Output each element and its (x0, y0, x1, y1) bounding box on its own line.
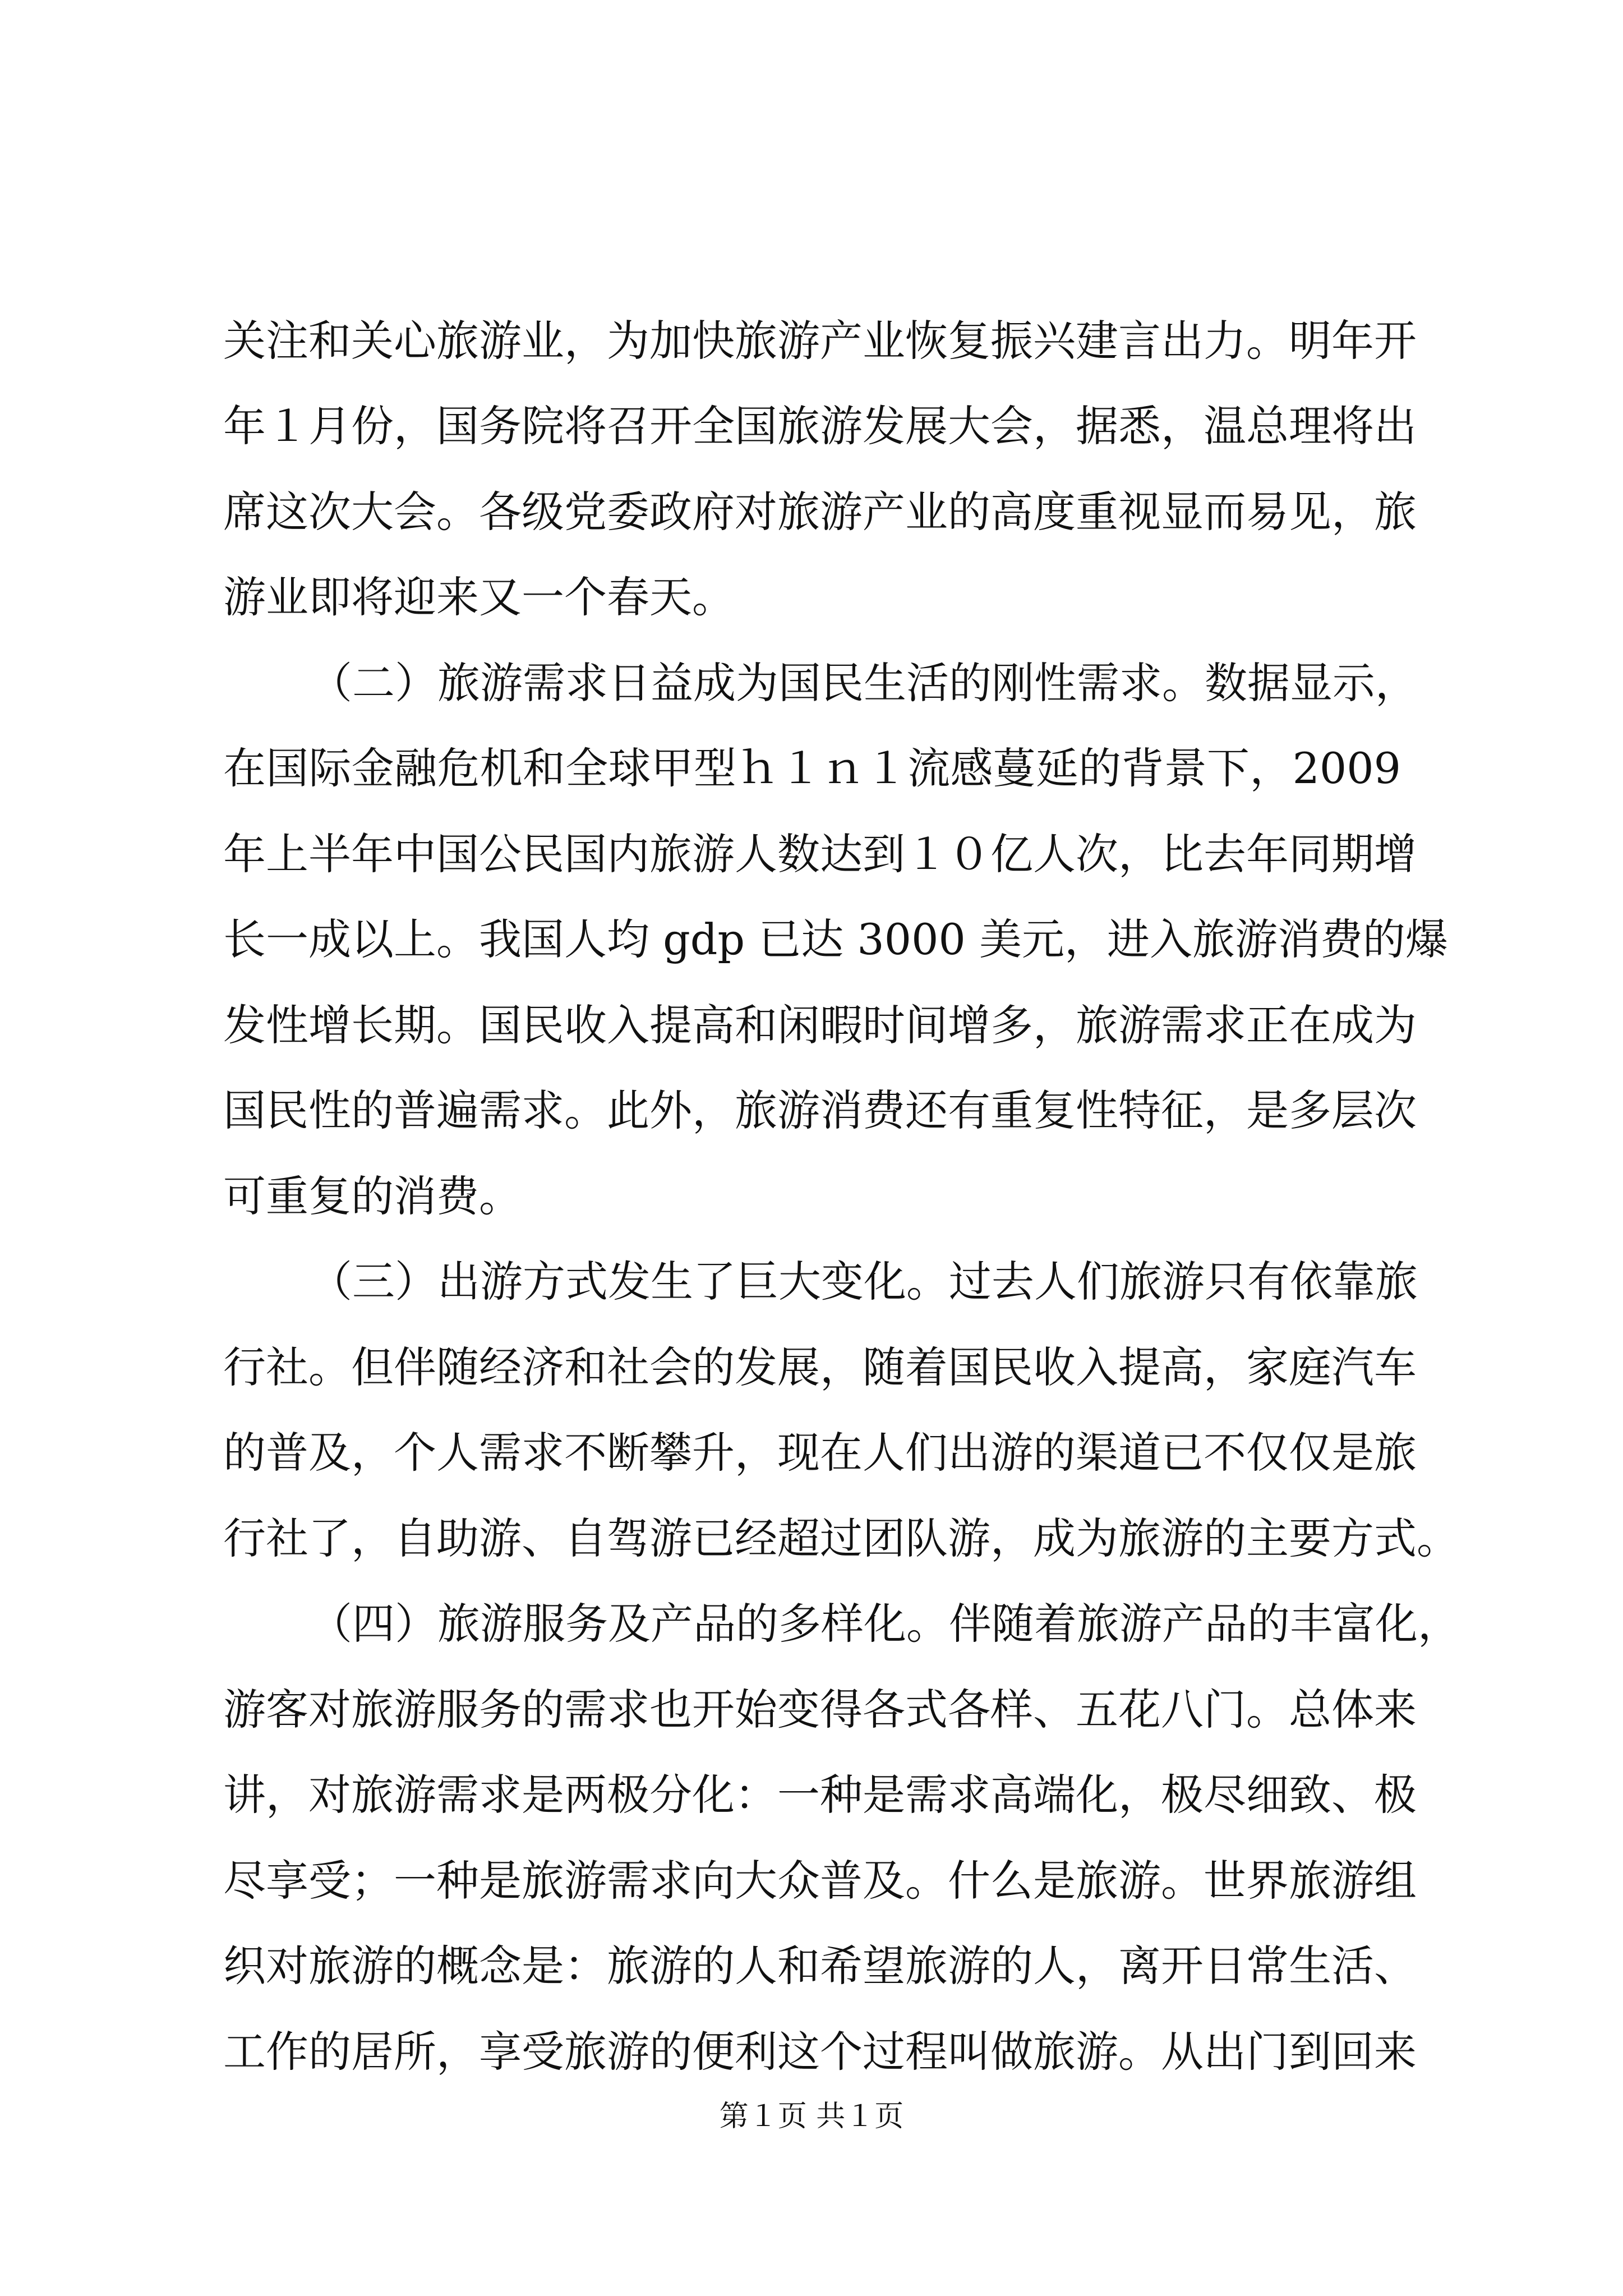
body-text-line: 讲，对旅游需求是两极分化：一种是需求高端化，极尽细致、极 (223, 1770, 1417, 1820)
body-text-line: 的普及，个人需求不断攀升，现在人们出游的渠道已不仅仅是旅 (223, 1428, 1417, 1478)
body-text-line: 行社。但伴随经济和社会的发展，随着国民收入提高，家庭汽车 (223, 1342, 1417, 1392)
paragraph-heading-line: （二）旅游需求日益成为国民生活的刚性需求。数据显示， (310, 658, 1418, 708)
body-text-line: 在国际金融危机和全球甲型ｈ１ｎ１流感蔓延的背景下，2009 (223, 743, 1401, 793)
body-text-line: 游客对旅游服务的需求也开始变得各式各样、五花八门。总体来 (223, 1685, 1417, 1734)
body-text-line: 尽享受；一种是旅游需求向大众普及。什么是旅游。世界旅游组 (223, 1856, 1417, 1906)
body-text-line: 长一成以上。我国人均 gdp 已达 3000 美元，进入旅游消费的爆 (223, 914, 1448, 964)
body-text-line: 年１月份，国务院将召开全国旅游发展大会，据悉，温总理将出 (223, 401, 1417, 451)
body-text-line: 年上半年中国公民国内旅游人数达到１０亿人次，比去年同期增 (223, 829, 1417, 879)
page-footer: 第１页 共１页 (719, 2100, 904, 2133)
body-text-line: 发性增长期。国民收入提高和闲暇时间增多，旅游需求正在成为 (223, 1000, 1417, 1050)
body-text-line: 游业即将迎来又一个春天。 (223, 572, 735, 622)
body-text-line: 可重复的消费。 (223, 1171, 522, 1221)
body-text-line: 关注和关心旅游业，为加快旅游产业恢复振兴建言出力。明年开 (223, 316, 1417, 366)
body-text-line: 织对旅游的概念是：旅游的人和希望旅游的人，离开日常生活、 (223, 1941, 1417, 1991)
paragraph-heading-line: （四）旅游服务及产品的多样化。伴随着旅游产品的丰富化， (310, 1599, 1460, 1649)
body-text-line: 工作的居所，享受旅游的便利这个过程叫做旅游。从出门到回来 (223, 2027, 1417, 2077)
paragraph-heading-line: （三）出游方式发生了巨大变化。过去人们旅游只有依靠旅 (310, 1257, 1418, 1306)
body-text-line: 席这次大会。各级党委政府对旅游产业的高度重视显而易见，旅 (223, 487, 1417, 537)
body-text-line: 行社了，自助游、自驾游已经超过团队游，成为旅游的主要方式。 (223, 1513, 1459, 1563)
body-text-line: 国民性的普遍需求。此外，旅游消费还有重复性特征，是多层次 (223, 1085, 1417, 1135)
